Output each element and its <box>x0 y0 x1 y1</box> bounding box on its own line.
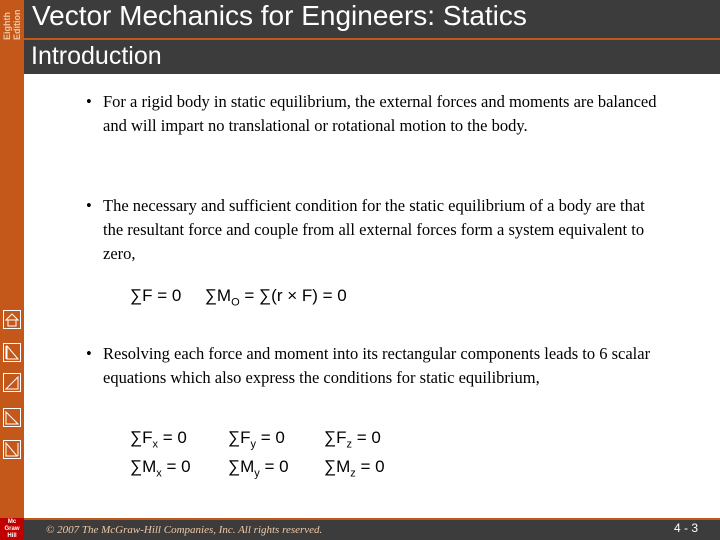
resultant-moment-symbol: ∑M <box>204 286 232 305</box>
sidebar <box>0 0 24 540</box>
last-slide-icon <box>3 440 21 459</box>
bullet-marker: • <box>86 92 92 111</box>
scalar-equation: $\sum F_x = 0$ <box>130 428 187 451</box>
bullet-marker: • <box>86 196 92 215</box>
page-number: 4 - 3 <box>673 521 698 535</box>
home-nav-button[interactable] <box>3 310 21 329</box>
copyright-notice: © 2007 The McGraw-Hill Companies, Inc. All rights reserved. <box>46 524 323 536</box>
scalar-equation: $\sum M_x = 0$ <box>130 457 191 480</box>
last-slide-nav-button[interactable] <box>3 440 21 459</box>
publisher-logo: Mc Graw Hill <box>0 518 24 540</box>
home-icon <box>3 310 21 329</box>
first-slide-icon <box>3 343 21 362</box>
resultant-force-equation: ∑F = 0 <box>130 286 182 305</box>
moment-point-subscript: O <box>231 296 240 309</box>
bullet-text: For a rigid body in static equilibrium, the external forces and moments are balanced and will impart no translational or rotational motion to the body. <box>103 92 657 135</box>
scalar-equation: $\sum F_y = 0$ <box>228 428 285 451</box>
bullet-text: Resolving each force and moment into its rectangular components leads to 6 scalar equations which also express the conditions for static equilibrium, <box>103 344 651 387</box>
edition-label: Eighth Edition <box>2 9 22 40</box>
bullet-text: The necessary and sufficient condition for the static equilibrium of a body are that the resultant force and couple from all external forces form a system equivalent to zero, <box>103 196 645 263</box>
edition-label-box <box>0 0 24 44</box>
vector-equilibrium-equation <box>130 286 347 308</box>
scalar-equation: $\sum M_z = 0$ <box>324 457 385 480</box>
footer-divider <box>24 518 720 520</box>
bullet-marker: • <box>86 344 92 363</box>
scalar-equation: $\sum F_z = 0$ <box>324 428 381 451</box>
slide-footer <box>24 518 720 540</box>
next-slide-icon <box>3 408 21 427</box>
scalar-equation: $\sum M_y = 0$ <box>228 457 289 480</box>
slide-subtitle: Introduction <box>31 42 162 70</box>
previous-slide-icon <box>3 373 21 392</box>
previous-slide-nav-button[interactable] <box>3 373 21 392</box>
first-slide-nav-button[interactable] <box>3 343 21 362</box>
slide-title: Vector Mechanics for Engineers: Statics <box>32 0 527 31</box>
next-slide-nav-button[interactable] <box>3 408 21 427</box>
resultant-moment-equation: = ∑(r × F) = 0 <box>244 286 347 305</box>
slide-header <box>24 0 720 74</box>
